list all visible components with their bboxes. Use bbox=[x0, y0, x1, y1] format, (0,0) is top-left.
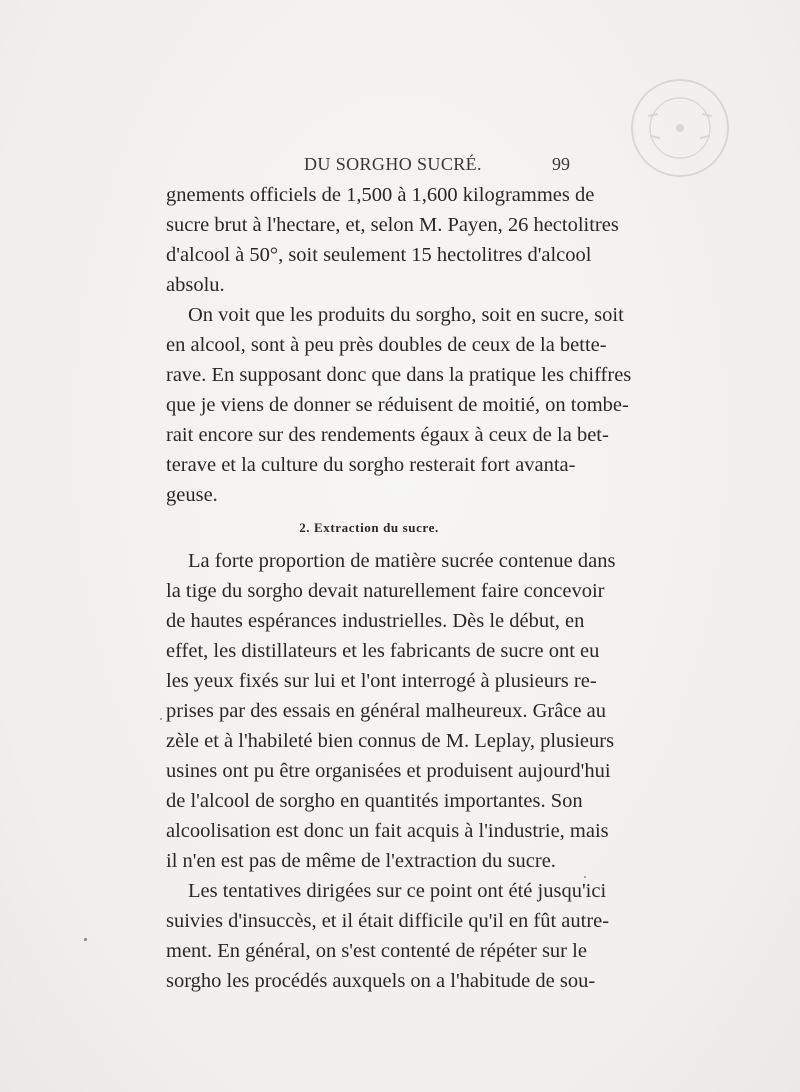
paper-speck bbox=[584, 876, 586, 878]
text-line: sucre brut à l'hectare, et, selon M. Payen, 26 hectolitres bbox=[166, 214, 619, 236]
text-line: alcoolisation est donc un fait acquis à l'industrie, mais bbox=[166, 820, 609, 842]
text-line: geuse. bbox=[166, 484, 218, 506]
text-line: rave. En supposant donc que dans la pratique les chiffres bbox=[166, 364, 632, 386]
text-line: sorgho les procédés auxquels on a l'habitude de sou- bbox=[166, 970, 596, 992]
library-stamp-icon bbox=[628, 76, 732, 180]
text-line: les yeux fixés sur lui et l'ont interrogé à plusieurs re- bbox=[166, 670, 597, 692]
text-line: absolu. bbox=[166, 274, 225, 296]
text-line: Les tentatives dirigées sur ce point ont été jusqu'ici bbox=[188, 880, 607, 902]
text-line: la tige du sorgho devait naturellement faire concevoir bbox=[166, 580, 605, 602]
text-line: zèle et à l'habileté bien connus de M. Leplay, plusieurs bbox=[166, 730, 615, 752]
text-line: On voit que les produits du sorgho, soit en sucre, soit bbox=[188, 304, 624, 326]
paragraph-3 bbox=[166, 546, 616, 876]
paper-speck bbox=[84, 938, 87, 941]
text-line: que je viens de donner se réduisent de moitié, on tombe- bbox=[166, 394, 629, 416]
paragraph-1 bbox=[166, 180, 619, 300]
text-line: La forte proportion de matière sucrée contenue dans bbox=[188, 550, 616, 572]
text-line: rait encore sur des rendements égaux à ceux de la bet- bbox=[166, 424, 609, 446]
text-line: ment. En général, on s'est contenté de répéter sur le bbox=[166, 940, 587, 962]
section-heading: 2. Extraction du sucre. bbox=[299, 520, 439, 535]
running-head-title: DU SORGHO SUCRÉ. bbox=[304, 154, 482, 174]
text-line: de hautes espérances industrielles. Dès le début, en bbox=[166, 610, 585, 632]
paper-speck bbox=[160, 718, 162, 720]
text-line: effet, les distillateurs et les fabricants de sucre ont eu bbox=[166, 640, 600, 662]
body-text bbox=[166, 180, 632, 996]
paragraph-2 bbox=[166, 300, 632, 510]
text-line: suivies d'insuccès, et il était difficile qu'il en fût autre- bbox=[166, 910, 610, 932]
page-number: 99 bbox=[552, 154, 570, 174]
text-line: il n'en est pas de même de l'extraction du sucre. bbox=[166, 850, 556, 872]
text-line: prises par des essais en général malheureux. Grâce au bbox=[166, 700, 606, 722]
text-line: gnements officiels de 1,500 à 1,600 kilogrammes de bbox=[166, 184, 595, 206]
paragraph-4 bbox=[166, 876, 610, 996]
text-line: usines ont pu être organisées et produisent aujourd'hui bbox=[166, 760, 611, 782]
running-head bbox=[164, 154, 574, 178]
text-line: de l'alcool de sorgho en quantités importantes. Son bbox=[166, 790, 583, 812]
text-line: en alcool, sont à peu près doubles de ceux de la bette- bbox=[166, 334, 607, 356]
text-line: terave et la culture du sorgho resterait fort avanta- bbox=[166, 454, 576, 476]
text-line: d'alcool à 50°, soit seulement 15 hectolitres d'alcool bbox=[166, 244, 592, 266]
